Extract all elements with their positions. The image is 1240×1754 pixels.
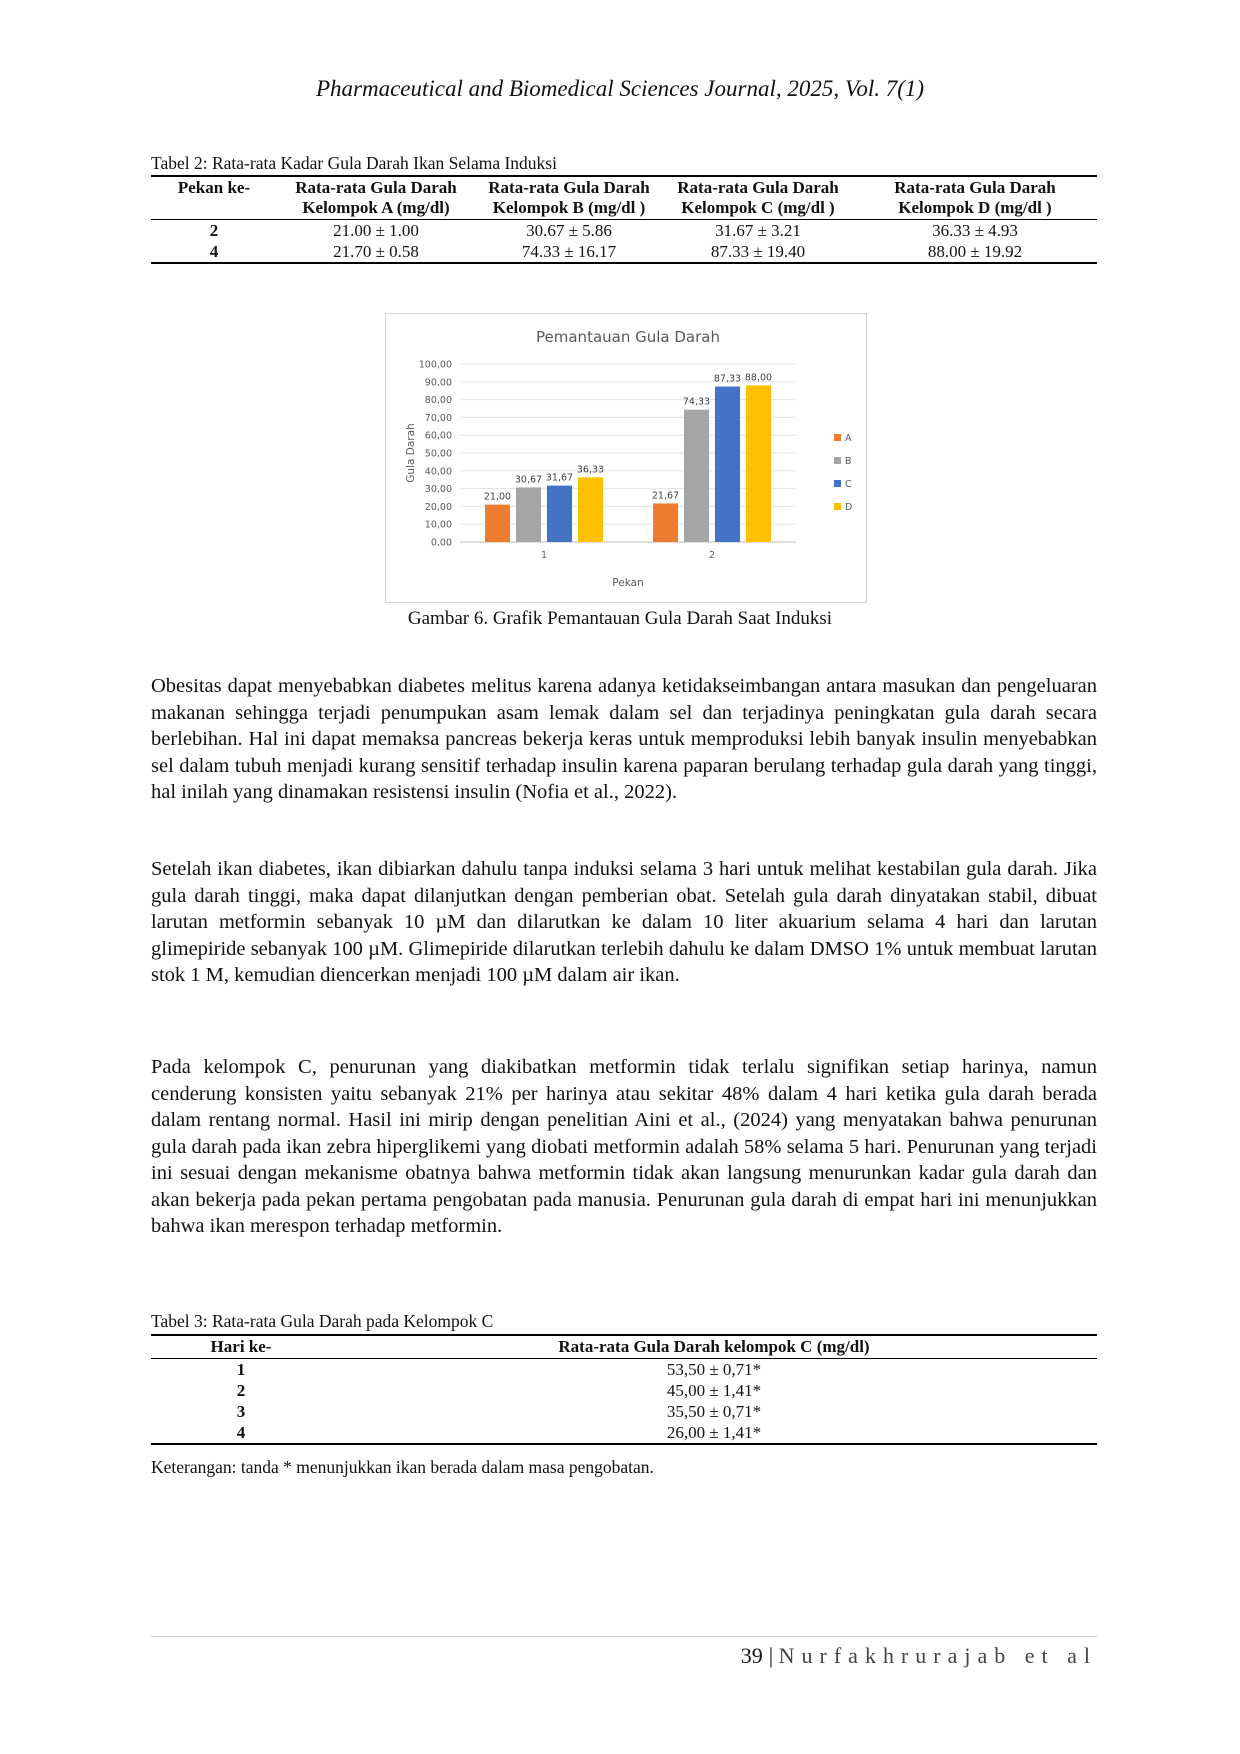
bar: [485, 505, 510, 542]
data-label: 30,67: [514, 474, 543, 486]
data-label: 36,33: [576, 464, 605, 476]
table3-header-cell: Hari ke-: [210, 1337, 272, 1356]
data-label: 21,00: [483, 491, 512, 503]
table2-header-cell: Rata-rata Gula Darah Kelompok C (mg/dl ): [677, 178, 839, 217]
table2-header-cell: Rata-rata Gula Darah Kelompok B (mg/dl ): [488, 178, 650, 217]
table-row: [151, 1380, 1097, 1401]
page-footer: [741, 1643, 1097, 1669]
footer-author: Nurfakhrurajab et al: [778, 1643, 1097, 1668]
data-label: 21,67: [651, 490, 680, 502]
legend-label: A: [845, 433, 852, 444]
y-axis-label: Gula Darah: [405, 423, 417, 483]
table-cell: 4: [236, 1423, 246, 1442]
y-tick-label: 90,00: [424, 377, 452, 389]
paragraph: Obesitas dapat menyebabkan diabetes melitus karena adanya ketidakseimbangan antara masukan dan pengeluaran makanan sehingga terjadi penumpukan asam lemak dalam sel dan terjadinya peningkatan gula darah secara berlebihan. Hal ini dapat memaksa pancreas bekerja keras untuk memproduksi lebih banyak insulin menyebabkan sel dalam tubuh menjadi kurang sensitif terhadap insulin karena paparan berulang terhadap gula darah yang tinggi, hal inilah yang dinamakan resistensi insulin (Nofia et al., 2022).: [151, 675, 1097, 803]
table2-header-cell: Rata-rata Gula Darah Kelompok A (mg/dl): [295, 178, 457, 217]
table-cell: 21.00 ± 1.00: [333, 221, 419, 240]
table3: [151, 1334, 1097, 1445]
table-cell: 31.67 ± 3.21: [715, 221, 801, 240]
table-cell: 3: [236, 1402, 246, 1421]
y-tick-label: 10,00: [424, 519, 452, 531]
table-cell: 2: [209, 221, 219, 240]
bar: [746, 385, 771, 542]
table3-note: Keterangan: tanda * menunjukkan ikan berada dalam masa pengobatan.: [151, 1457, 654, 1477]
paragraph: Pada kelompok C, penurunan yang diakibatkan metformin tidak terlalu signifikan setiap harinya, namun cenderung konsisten yaitu sebanyak 21% per harinya atau sekitar 48% dalam 4 hari ketika gula darah berada dalam rentang normal. Hasil ini mirip dengan penelitian Aini et al., (2024) yang menyatakan bahwa penurunan gula darah pada ikan zebra hiperglikemi yang diobati metformin adalah 58% selama 5 hari. Penurunan yang terjadi ini sesuai dengan mekanisme obatnya bahwa metformin tidak akan langsung menurunkan kadar gula darah dan akan bekerja pada pekan pertama pengobatan pada manusia. Penurunan gula darah di empat hari ini menunjukkan bahwa ikan merespon terhadap metformin.: [151, 1056, 1097, 1237]
paragraph: Setelah ikan diabetes, ikan dibiarkan dahulu tanpa induksi selama 3 hari untuk melihat kestabilan gula darah. Jika gula darah tinggi, maka dapat dilanjutkan dengan pemberian obat. Setelah gula darah dinyatakan stabil, dibuat larutan metformin sebanyak 10 µM dan dilarutkan ke dalam 10 liter akuarium selama 4 hari dan larutan glimepiride sebanyak 100 µM. Glimepiride dilarutkan terlebih dahulu ke dalam DMSO 1% untuk membuat larutan stok 1 M, kemudian diencerkan menjadi 100 µM dalam air ikan.: [151, 858, 1097, 986]
legend-label: C: [845, 479, 852, 490]
table2-header-cell: Pekan ke-: [177, 178, 251, 197]
table-row: [151, 220, 1097, 242]
bar: [578, 477, 603, 542]
legend-label: D: [845, 502, 853, 513]
y-tick-label: 70,00: [424, 412, 452, 424]
y-tick-label: 60,00: [424, 430, 452, 442]
y-tick-label: 80,00: [424, 395, 452, 407]
table-cell: 88.00 ± 19.92: [927, 242, 1023, 261]
figure-caption: Gambar 6. Grafik Pemantauan Gula Darah Saat Induksi: [407, 608, 833, 629]
table-cell: 45,00 ± 1,41*: [666, 1381, 762, 1400]
bar: [715, 387, 740, 542]
legend-label: B: [845, 456, 852, 467]
table-cell: 87.33 ± 19.40: [710, 242, 806, 261]
y-tick-label: 0,00: [430, 537, 452, 549]
table2-header-cell: Rata-rata Gula Darah Kelompok D (mg/dl ): [894, 178, 1056, 217]
legend-swatch: [834, 434, 841, 441]
legend-swatch: [834, 480, 841, 487]
table3-header-cell: Rata-rata Gula Darah kelompok C (mg/dl): [558, 1337, 870, 1356]
legend-swatch: [834, 503, 841, 510]
y-tick-label: 40,00: [424, 466, 452, 478]
y-tick-label: 100,00: [418, 359, 452, 371]
table3-header-row: [151, 1335, 1097, 1359]
table2: [151, 175, 1097, 264]
legend-swatch: [834, 457, 841, 464]
bar: [684, 410, 709, 542]
page-number: 39: [740, 1643, 763, 1668]
chart-svg: [386, 314, 866, 602]
table-cell: 1: [236, 1360, 246, 1379]
chart-title: Pemantauan Gula Darah: [536, 328, 720, 346]
bar: [516, 487, 541, 542]
bar: [653, 503, 678, 542]
table-cell: 36.33 ± 4.93: [932, 221, 1018, 240]
footer-separator: |: [768, 1643, 774, 1668]
table-cell: 26,00 ± 1,41*: [666, 1423, 762, 1442]
table-cell: 30.67 ± 5.86: [526, 221, 612, 240]
data-label: 87,33: [713, 373, 742, 385]
x-tick-label: 2: [708, 550, 716, 561]
bar: [547, 486, 572, 542]
table-row: [151, 1359, 1097, 1381]
x-axis-label: Pekan: [612, 577, 644, 589]
table-row: [151, 1401, 1097, 1422]
table-cell: 4: [209, 242, 219, 261]
x-tick-label: 1: [540, 550, 548, 561]
table3-caption: Tabel 3: Rata-rata Gula Darah pada Kelompok C: [151, 1311, 494, 1331]
running-head: Pharmaceutical and Biomedical Sciences Journal, 2025, Vol. 7(1): [315, 76, 925, 101]
table-row: [151, 1422, 1097, 1444]
table2-header-row: [151, 176, 1097, 220]
table-cell: 53,50 ± 0,71*: [666, 1360, 762, 1379]
table-cell: 74.33 ± 16.17: [521, 242, 617, 261]
table-cell: 2: [236, 1381, 246, 1400]
table-cell: 35,50 ± 0,71*: [666, 1402, 762, 1421]
table-cell: 21.70 ± 0.58: [333, 242, 419, 261]
data-label: 31,67: [545, 472, 574, 484]
blood-sugar-chart: [385, 313, 867, 603]
data-label: 88,00: [744, 372, 773, 384]
table2-caption: Tabel 2: Rata-rata Kadar Gula Darah Ikan Selama Induksi: [151, 153, 557, 173]
footer-divider: [151, 1636, 1097, 1637]
y-tick-label: 50,00: [424, 448, 452, 460]
data-label: 74,33: [682, 396, 711, 408]
y-tick-label: 20,00: [424, 501, 452, 513]
y-tick-label: 30,00: [424, 484, 452, 496]
table-row: [151, 241, 1097, 263]
